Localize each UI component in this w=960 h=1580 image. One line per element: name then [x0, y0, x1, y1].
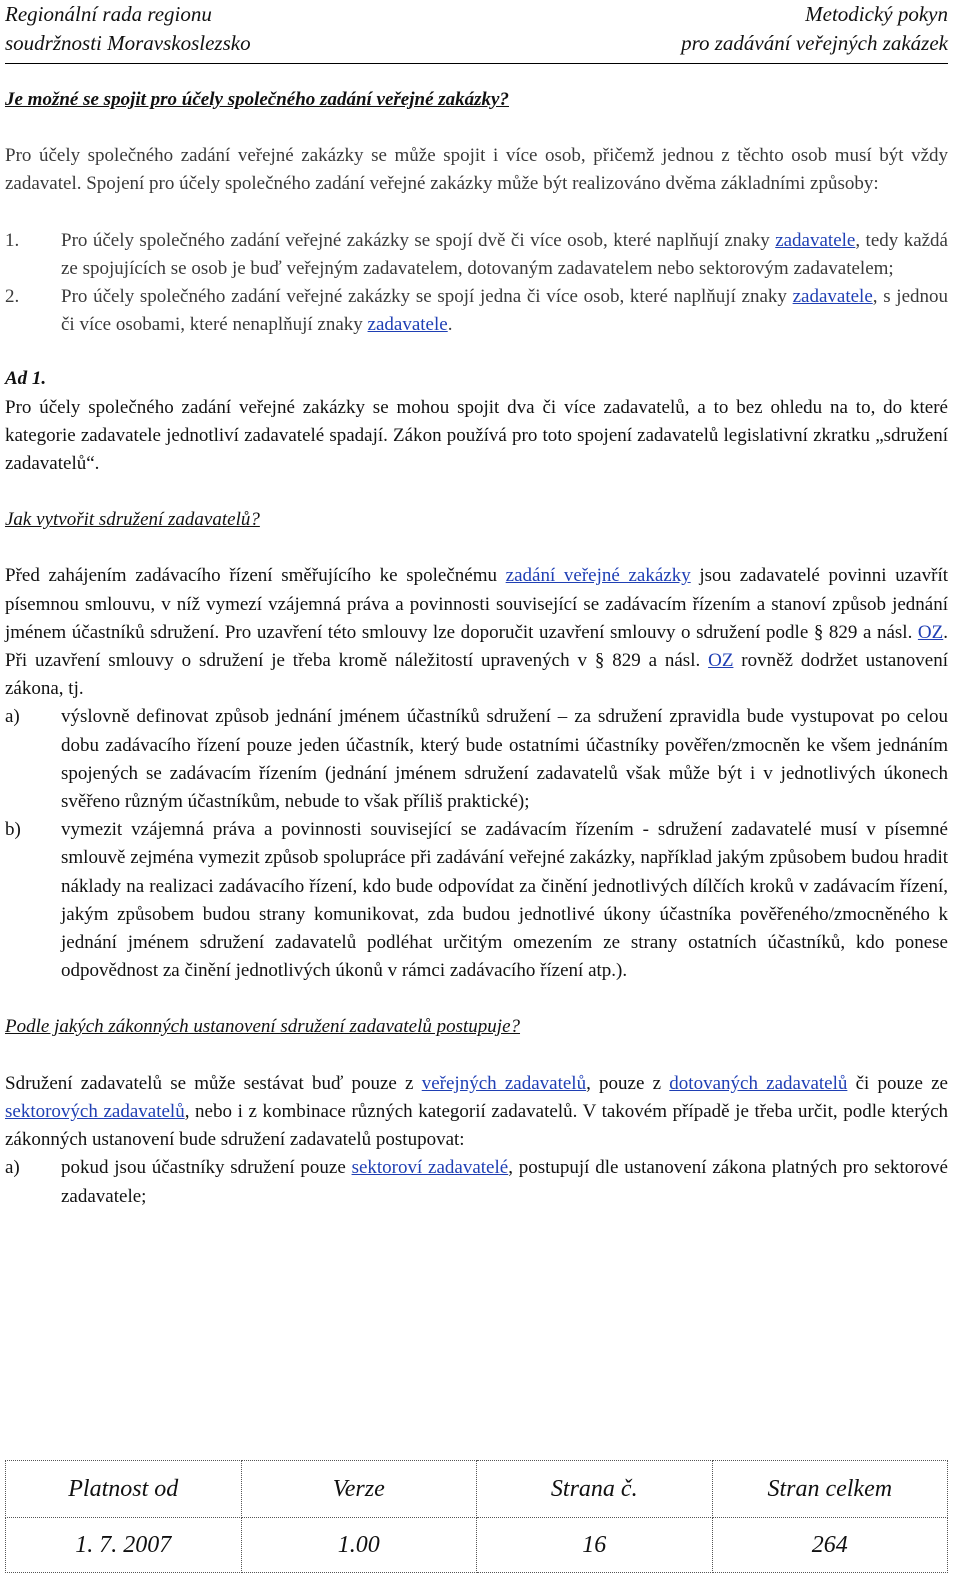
item-text: , postupují dle ustanovení zákona platných pro sektorové zadavatele; [61, 1157, 948, 1207]
ad1-heading: Ad 1. [5, 368, 47, 390]
paragraph-text: jsou zadavatelé povinni uzavřít písemnou smlouvu, v níž vymezí vzájemná práva a povinnosti související se zadávacím řízením a stanoví způsob jednání jménem účastníků sdružení. Pro uzavření této smlouvy lze doporučit uzavření smlouvy o sdružení podle § 829 a násl. [5, 565, 949, 643]
item-text: vymezit vzájemná práva a povinnosti související se zadávacím řízením - sdružení zadavatelé musí v písemné smlouvě zejména vymezit způsob spolupráce při zadávání veřejné zakázky, například jakým způsobem budou hradit náklady na realizaci zadávacího řízení, kdo bude odpovídat za činění jednotlivých dílčích kroků v zadávacím řízení, jakým způsobem budou strany komunikovat, zda budou jednotlivé úkony účastníka pověřeného/zmocněného k jednání jménem sdružení zadavatelů podléhat určitým omezením ze strany ostatních účastníků, kdo ponese odpovědnost za činění jednotlivých úkonů v rámci zadávacího řízení atp.). [61, 819, 948, 982]
section-heading-legal-provisions: Podle jakých zákonných ustanovení sdružení zadavatelů postupuje? [5, 1016, 521, 1038]
link-zadavatele[interactable]: zadavatele [792, 286, 873, 308]
legal-provisions-paragraph [5, 1070, 948, 1155]
header-org-line2: soudržnosti Moravskoslezsko [5, 31, 251, 55]
item-letter: a) [5, 706, 20, 728]
item-text: pokud jsou účastníky sdružení pouze [61, 1157, 352, 1179]
link-zadani-verejne-zakazky[interactable]: zadání veřejné zakázky [505, 565, 691, 587]
link-zadavatele[interactable]: zadavatele [367, 314, 448, 336]
footer-value-total-pages: 264 [712, 1518, 948, 1573]
item-text: Pro účely společného zadání veřejné zakázky se spojí dvě či více osob, které naplňují znaky [61, 229, 776, 251]
item-text: , tedy každá ze spojujících se osob je buď veřejným zadavatelem, dotovaným zadavatelem nebo sektorovým zadavatelem; [61, 229, 948, 279]
header-organization [5, 0, 251, 58]
footer-value-valid-from: 1. 7. 2007 [6, 1518, 242, 1573]
link-verejnych-zadavatelu[interactable]: veřejných zadavatelů [421, 1072, 587, 1094]
document-body [5, 86, 948, 1211]
paragraph-text: . Při uzavření smlouvy o sdružení je třeba kromě náležitostí upravených v § 829 a násl. [5, 621, 948, 672]
ad1-paragraph: Pro účely společného zadání veřejné zakázky se mohou spojit dva či více zadavatelů, a to bez ohledu na to, do které kategorie zadavatele jednotliví zadavatelé spadají. Zákon používá pro toto spojení zadavatelů legislativní zkratku „sdružení zadavatelů“. [5, 396, 948, 475]
lettered-item-a [5, 703, 948, 816]
section-heading-create-association: Jak vytvořit sdružení zadavatelů? [5, 509, 260, 531]
numbered-item-1 [5, 227, 948, 283]
paragraph-text: , nebo i z kombinace různých kategorií zadavatelů. V takovém případě je třeba určit, podle kterých zákonných ustanovení bude sdružení zadavatelů postupovat: [5, 1100, 948, 1151]
footer-info-table [5, 1460, 948, 1573]
paragraph-text: rovněž dodržet ustanovení zákona, tj. [5, 650, 948, 700]
header-divider [5, 63, 948, 64]
item-text: výslovně definovat způsob jednání jménem účastníků sdružení – za sdružení zpravidla bude vystupovat po celou dobu zadávacího řízení pouze jeden účastník, který bude ostatními účastníky pověřen/zmocněn ke všem jednáním spojených se zadávacím řízením (jednání jménem sdružení zadavatelů však může být i v jednotlivých úkonech svěřeno různým účastníkům, nebude to však příliš praktické); [61, 706, 948, 813]
header-document-title [681, 0, 948, 58]
item-number: 2. [5, 286, 20, 308]
item-text: . [447, 314, 453, 336]
page-header [5, 0, 948, 62]
section-intro-paragraph: Pro účely společného zadání veřejné zakázky se může spojit i více osob, přičemž jednou z těchto osob musí být vždy zadavatel. Spojení pro účely společného zadání veřejné zakázky může být realizováno dvěma základními způsoby: [5, 145, 948, 195]
footer-label-total-pages: Stran celkem [712, 1461, 948, 1518]
numbered-item-2 [5, 283, 948, 339]
link-zadavatele[interactable]: zadavatele [775, 229, 856, 251]
link-dotovanych-zadavatelu[interactable]: dotovaných zadavatelů [669, 1072, 848, 1094]
paragraph-text: či pouze ze [847, 1072, 948, 1094]
item-letter: a) [5, 1157, 20, 1179]
item-text: Pro účely společného zadání veřejné zakázky se spojí jedna či více osob, které naplňují znaky [61, 286, 793, 308]
footer-label-version: Verze [241, 1461, 477, 1518]
footer-label-page: Strana č. [477, 1461, 713, 1518]
header-title-line2: pro zadávání veřejných zakázek [681, 31, 948, 55]
item-number: 1. [5, 229, 20, 251]
item-text: , s jednou či více osobami, které nenaplňují znaky [61, 286, 949, 336]
lettered-item-a [5, 1154, 948, 1210]
link-sektorovi-zadavatele[interactable]: sektoroví zadavatelé [351, 1157, 509, 1179]
lettered-item-b [5, 816, 948, 985]
footer-label-valid-from: Platnost od [6, 1461, 242, 1518]
header-org-line1: Regionální rada regionu [5, 2, 212, 26]
footer-value-page: 16 [477, 1518, 713, 1573]
paragraph-text: Sdružení zadavatelů se může sestávat buď pouze z [5, 1072, 422, 1094]
header-title-line1: Metodický pokyn [805, 2, 948, 26]
item-letter: b) [5, 819, 21, 841]
link-sektorovych-zadavatelu[interactable]: sektorových zadavatelů [5, 1100, 185, 1122]
section-heading-joint-award: Je možné se spojit pro účely společného zadání veřejné zakázky? [5, 89, 509, 110]
paragraph-text: , pouze z [586, 1072, 670, 1094]
paragraph-text: Před zahájením zadávacího řízení směřujícího ke společnému [5, 565, 506, 587]
association-paragraph [5, 562, 948, 703]
footer-value-version: 1.00 [241, 1518, 477, 1573]
link-oz[interactable]: OZ [917, 621, 944, 643]
link-oz[interactable]: OZ [708, 650, 734, 672]
